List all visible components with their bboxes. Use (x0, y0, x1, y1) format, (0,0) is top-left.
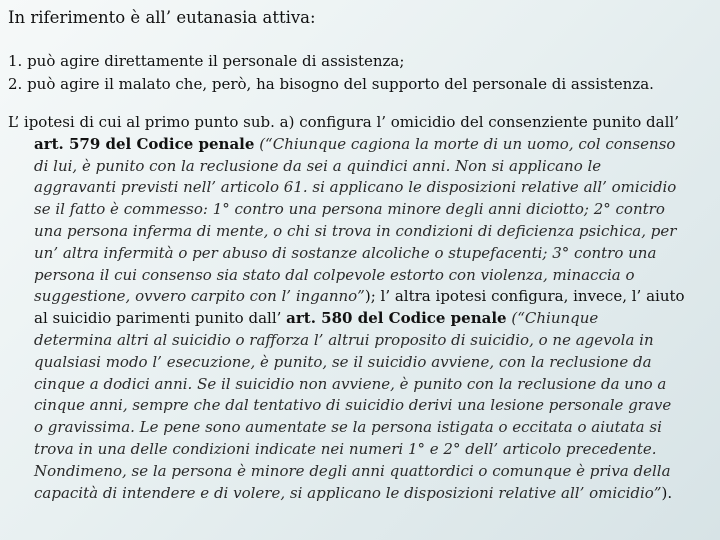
art-580-reference: art. 580 del Codice penale (286, 309, 507, 328)
art-580-quote-line: o gravissima. Le pene sono aumentate se la persona istigata o eccitata o aiutata si (34, 418, 662, 437)
body-paragraph (8, 112, 714, 504)
options-list (8, 50, 654, 96)
body-text: ); l’ altra ipotesi configura, invece, l’ aiuto (364, 287, 685, 306)
body-text: al suicidio parimenti punito dall’ (34, 309, 282, 328)
list-item: 2. può agire il malato che, però, ha bisogno del supporto del personale di assistenza. (8, 75, 654, 93)
art-580-quote-line: cinque a dodici anni. Se il suicidio non avviene, è punito con la reclusione da uno a (34, 374, 667, 393)
art-579-quote: (“Chiunque cagiona la morte di un uomo, col consenso (254, 134, 676, 153)
paragraph-line (8, 308, 714, 330)
art-579-quote-line: suggestione, ovvero carpito con l’ inganno” (34, 287, 365, 306)
art-579-quote-line: persona il cui consenso sia stato dal colpevole estorto con violenza, minaccia o (34, 265, 635, 284)
list-item: 1. può agire direttamente il personale di assistenza; (8, 52, 405, 70)
paragraph-line (8, 112, 714, 134)
art-580-quote-line: trova in una delle condizioni indicate nei numeri 1° e 2° dell’ articolo precedente. (34, 439, 657, 458)
paragraph-line (8, 483, 714, 505)
art-580-quote-line: Nondimeno, se la persona è minore degli anni quattordici o comunque è priva della (34, 461, 671, 480)
art-580-quote: (“Chiunque (506, 309, 599, 328)
art-580-quote-line: capacità di intendere e di volere, si applicano le disposizioni relative all’ omicidio” (34, 483, 662, 502)
art-579-quote-line: un’ altra infermità o per abuso di sostanze alcoliche o stupefacenti; 3° contro una (34, 243, 657, 262)
art-579-reference: art. 579 del Codice penale (34, 134, 255, 153)
paragraph-line (8, 286, 714, 308)
body-text: L’ ipotesi di cui al primo punto sub. a) configura l’ omicidio del consenziente punito dall’ (8, 113, 679, 131)
art-579-quote-line: una persona inferma di mente, o chi si trova in condizioni di deficienza psichica, per (34, 221, 677, 240)
art-580-quote-line: qualsiasi modo l’ esecuzione, è punito, se il suicidio avviene, con la reclusione da (34, 352, 652, 371)
art-580-quote-line: determina altri al suicidio o rafforza l’ altrui proposito di suicidio, o ne agevola in (34, 330, 654, 349)
art-580-quote-line: cinque anni, sempre che dal tentativo di suicidio derivi una lesione personale grave (34, 396, 672, 415)
paragraph-line (8, 134, 714, 156)
slide-title: In riferimento è all’ eutanasia attiva: (8, 8, 316, 27)
closing-punctuation: ). (661, 483, 673, 502)
art-579-quote-line: se il fatto è commesso: 1° contro una persona minore degli anni diciotto; 2° contro (34, 200, 665, 219)
art-579-quote-line: di lui, è punito con la reclusione da sei a quindici anni. Non si applicano le (34, 156, 602, 175)
art-579-quote-line: aggravanti previsti nell’ articolo 61. si applicano le disposizioni relative all’ omicidio (34, 178, 677, 197)
